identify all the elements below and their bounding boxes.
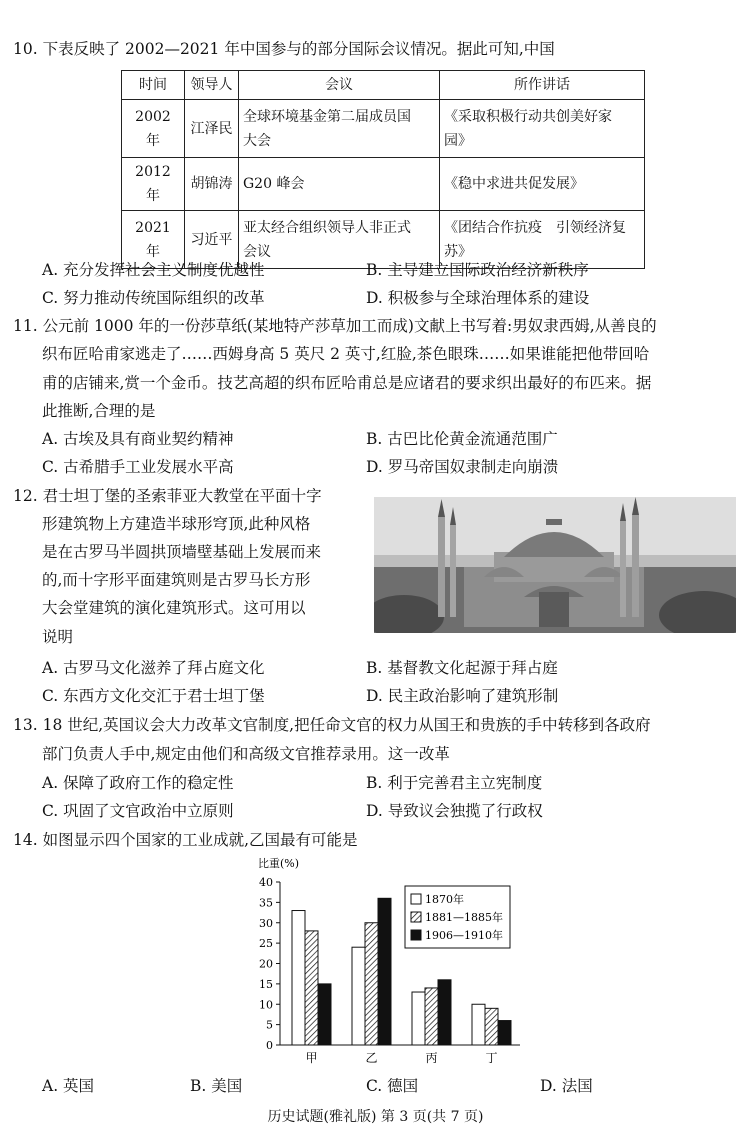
q12-line-3: 是在古罗马半圆拱顶墙壁基础上发展而来: [42, 543, 322, 561]
table-cell: 2012 年: [122, 158, 185, 211]
table-cell: [440, 100, 645, 158]
cell-line: 苏》: [444, 243, 472, 260]
q10-table: [121, 70, 645, 269]
q11-line-1: 11. 公元前 1000 年的一份莎草纸(某地特产莎草加工而成)文献上书写着:男奴隶西姆,从善良的: [13, 317, 657, 335]
hagia-sophia-image: [374, 497, 736, 633]
q12-line-5: 大会堂建筑的演化建筑形式。这可用以: [42, 599, 306, 617]
x-tick-label: 乙: [365, 1051, 378, 1065]
y-tick-label: 10: [259, 998, 273, 1012]
legend-swatch: [411, 894, 421, 904]
q14-option-a[interactable]: A. 英国: [42, 1077, 95, 1095]
q12-option-a[interactable]: A. 古罗马文化滋养了拜占庭文化: [42, 659, 265, 677]
table-cell: G20 峰会: [239, 158, 440, 211]
cell-line: 全球环境基金第二届成员国: [243, 108, 411, 125]
y-tick-label: 30: [259, 916, 273, 930]
q10-stem: 10. 下表反映了 2002—2021 年中国参与的部分国际会议情况。据此可知,中国: [13, 40, 555, 58]
x-tick-label: 甲: [305, 1051, 318, 1065]
page-footer: 历史试题(雅礼版) 第 3 页(共 7 页): [267, 1109, 484, 1125]
table-row: [122, 100, 645, 158]
y-tick-label: 35: [259, 896, 273, 910]
y-tick-label: 40: [259, 876, 273, 889]
q12-line-4: 的,而十字形平面建筑则是古罗马长方形: [42, 571, 311, 589]
industrial-share-bar-chart: [240, 852, 530, 1072]
q13-option-a[interactable]: A. 保障了政府工作的稳定性: [42, 774, 234, 792]
q10-option-d[interactable]: D. 积极参与全球治理体系的建设: [366, 289, 590, 307]
bar: [485, 1008, 498, 1045]
bar: [425, 988, 438, 1045]
q10-option-b[interactable]: B. 主导建立国际政治经济新秩序: [366, 261, 589, 279]
table-header: 所作讲话: [440, 71, 645, 100]
bar: [412, 992, 425, 1045]
y-tick-label: 25: [259, 937, 273, 951]
table-cell: 《稳中求进共促发展》: [440, 158, 645, 211]
q13-line-1: 13. 18 世纪,英国议会大力改革文官制度,把任命文官的权力从国王和贵族的手中转移到各政府: [13, 716, 651, 734]
q12-line-6: 说明: [42, 628, 74, 646]
table-cell: 胡锦涛: [185, 158, 239, 211]
y-tick-label: 20: [259, 957, 273, 971]
table-header: 时间: [122, 71, 185, 100]
legend-swatch: [411, 912, 421, 922]
table-cell: 2021 年: [122, 211, 185, 269]
table-cell: 江泽民: [185, 100, 239, 158]
q10-option-a[interactable]: A. 充分发挥社会主义制度优越性: [42, 261, 265, 279]
legend-swatch: [411, 930, 421, 940]
q11-line-3: 甫的店铺来,赏一个金币。技艺高超的织布匠哈甫总是应诸君的要求织出最好的布匹来。据: [42, 374, 652, 392]
q10-option-c[interactable]: C. 努力推动传统国际组织的改革: [42, 289, 265, 307]
cell-line: 《团结合作抗疫 引领经济复: [444, 219, 626, 236]
hagia-sophia-photo: [374, 497, 736, 633]
q12-option-b[interactable]: B. 基督教文化起源于拜占庭: [366, 659, 558, 677]
q11-option-d[interactable]: D. 罗马帝国奴隶制走向崩溃: [366, 458, 559, 476]
y-tick-label: 15: [259, 977, 273, 991]
x-tick-label: 丁: [485, 1051, 498, 1065]
q14-option-d[interactable]: D. 法国: [540, 1077, 593, 1095]
q11-option-b[interactable]: B. 古巴比伦黄金流通范围广: [366, 430, 558, 448]
cell-line: 会议: [243, 243, 271, 260]
bar: [292, 911, 305, 1045]
bar: [318, 984, 331, 1045]
table-cell: [239, 100, 440, 158]
y-axis-label: 比重(%): [258, 857, 300, 870]
legend-label: 1870年: [425, 893, 464, 906]
q12-option-c[interactable]: C. 东西方文化交汇于君士坦丁堡: [42, 687, 265, 705]
q12-line-2: 形建筑物上方建造半球形穹顶,此种风格: [42, 515, 311, 533]
q13-option-b[interactable]: B. 利于完善君主立宪制度: [366, 774, 543, 792]
bar: [352, 947, 365, 1045]
legend-label: 1881—1885年: [425, 911, 503, 924]
bar: [472, 1004, 485, 1045]
bar: [378, 898, 391, 1045]
q13-line-2: 部门负责人手中,规定由他们和高级文官推荐录用。这一改革: [42, 745, 450, 763]
q11-option-a[interactable]: A. 古埃及具有商业契约精神: [42, 430, 234, 448]
q13-option-c[interactable]: C. 巩固了文官政治中立原则: [42, 802, 234, 820]
bar: [438, 980, 451, 1045]
q14-option-c[interactable]: C. 德国: [366, 1077, 419, 1095]
table-header: 领导人: [185, 71, 239, 100]
y-tick-label: 5: [266, 1018, 273, 1032]
y-tick-label: 0: [266, 1039, 273, 1052]
x-tick-label: 丙: [425, 1051, 438, 1065]
table-row: [122, 158, 645, 211]
q12-option-d[interactable]: D. 民主政治影响了建筑形制: [366, 687, 559, 705]
cell-line: 大会: [243, 132, 271, 149]
table-cell: 2002 年: [122, 100, 185, 158]
bar: [305, 931, 318, 1045]
bar: [498, 1021, 511, 1045]
bar: [365, 923, 378, 1045]
q11-line-4: 此推断,合理的是: [42, 402, 156, 420]
q11-option-c[interactable]: C. 古希腊手工业发展水平高: [42, 458, 234, 476]
cell-line: 亚太经合组织领导人非正式: [243, 219, 411, 236]
q11-line-2: 织布匠哈甫家逃走了……西姆身高 5 英尺 2 英寸,红脸,茶色眼珠……如果谁能把他带回哈: [42, 345, 650, 363]
table-cell: 习近平: [185, 211, 239, 269]
cell-line: 《采取积极行动共创美好家: [444, 108, 612, 125]
q14-option-b[interactable]: B. 美国: [190, 1077, 243, 1095]
q12-line-1: 12. 君士坦丁堡的圣索菲亚大教堂在平面十字: [13, 487, 322, 505]
table-header: 会议: [239, 71, 440, 100]
cell-line: 园》: [444, 132, 472, 149]
q13-option-d[interactable]: D. 导致议会独揽了行政权: [366, 802, 543, 820]
q14-stem: 14. 如图显示四个国家的工业成就,乙国最有可能是: [13, 831, 358, 849]
legend-label: 1906—1910年: [425, 929, 503, 942]
